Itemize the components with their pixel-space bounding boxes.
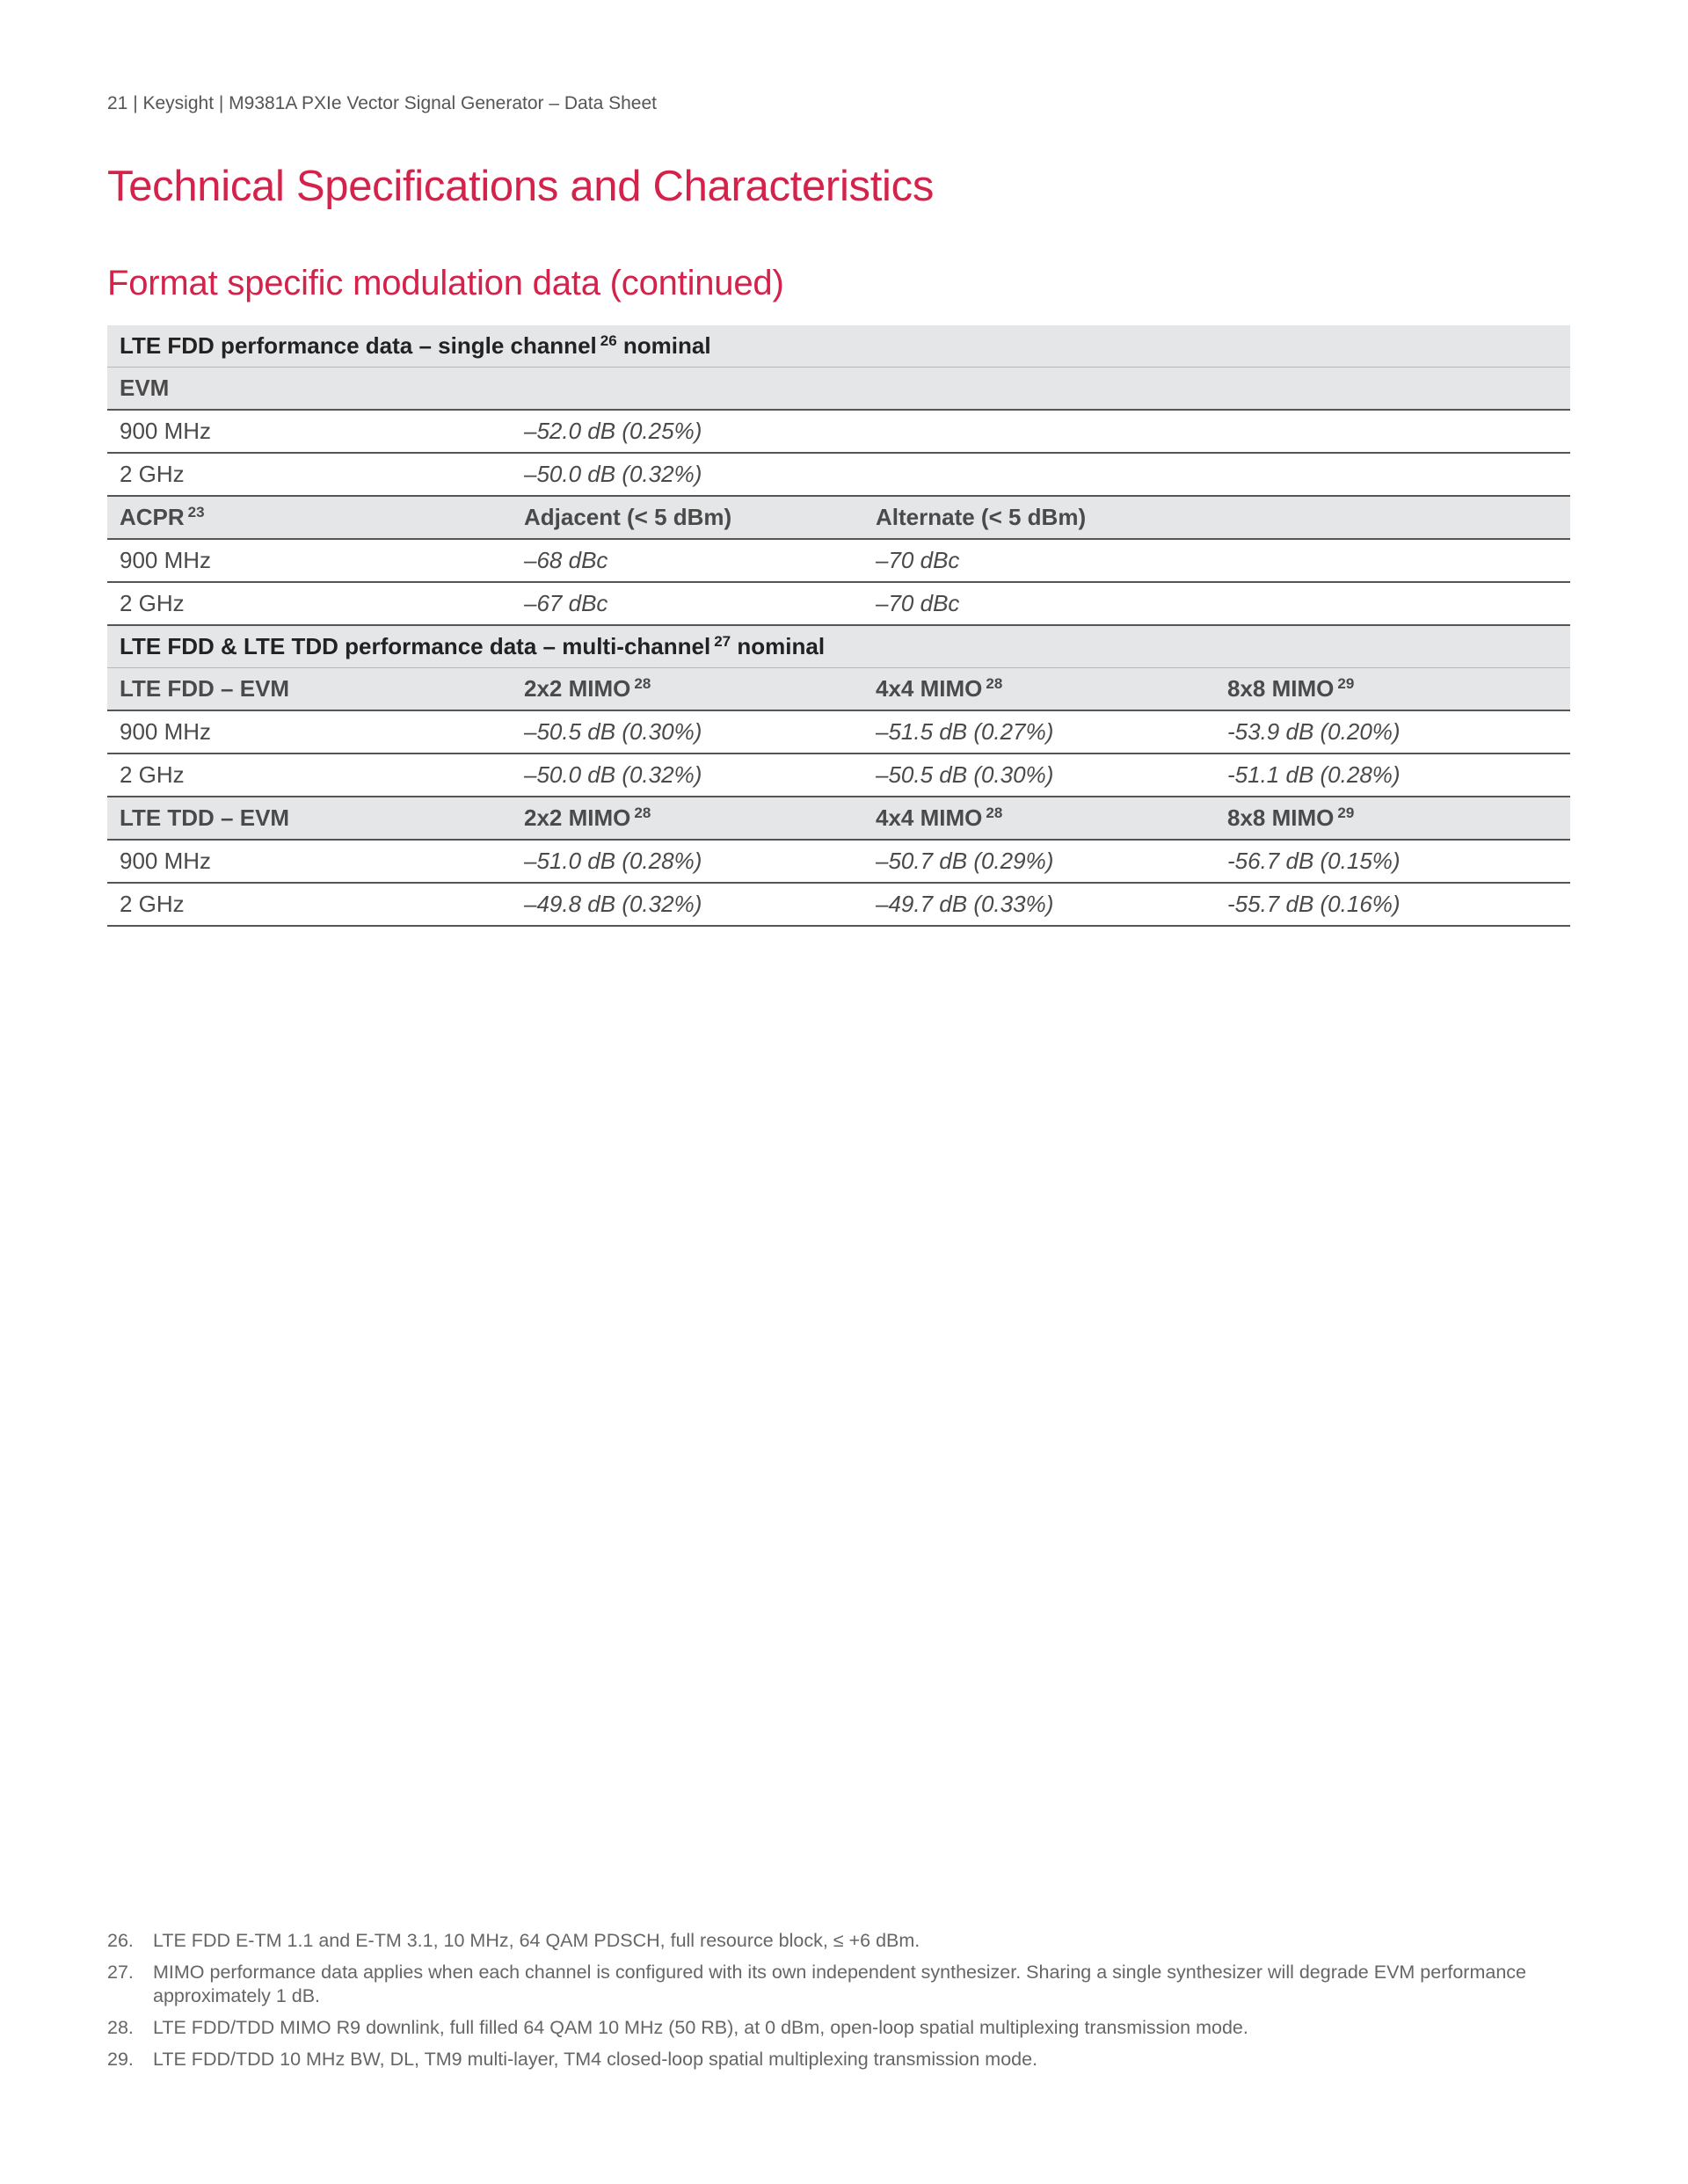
footnote-ref: 28 <box>986 675 1003 692</box>
table-row <box>107 753 1570 797</box>
mimo-2x2-value: –49.8 dB (0.32%) <box>512 883 863 926</box>
footnote-ref: 29 <box>1337 804 1355 821</box>
fdd-evm-label: LTE FDD – EVM <box>107 668 512 711</box>
section-header-single-channel <box>107 325 1570 368</box>
alternate-value: –70 dBc <box>863 582 1215 625</box>
mimo-4x4-value: –50.5 dB (0.30%) <box>863 753 1215 797</box>
subheader-acpr <box>107 496 1570 539</box>
mimo-4x4-value: –50.7 dB (0.29%) <box>863 840 1215 883</box>
mimo-8x8-value: -53.9 dB (0.20%) <box>1215 710 1570 753</box>
lte-performance-table <box>107 325 1570 927</box>
footnote-number: 29. <box>107 2049 134 2070</box>
footnote-ref: 28 <box>634 675 651 692</box>
section-header-multi-channel <box>107 625 1570 668</box>
mimo-2x2-value: –50.0 dB (0.32%) <box>512 753 863 797</box>
mimo-2x2-value: –50.5 dB (0.30%) <box>512 710 863 753</box>
table-row <box>107 453 1570 496</box>
table-row <box>107 410 1570 453</box>
section-title: LTE FDD & LTE TDD performance data – multi-channel <box>120 633 711 659</box>
footnote-number: 28. <box>107 2017 134 2038</box>
footnote-text: LTE FDD/TDD MIMO R9 downlink, full filled 64 QAM 10 MHz (50 RB), at 0 dBm, open-loop spatial multiplexing transmission mode. <box>153 2017 1248 2038</box>
section-title: LTE FDD performance data – single channel <box>120 332 597 359</box>
frequency-cell: 2 GHz <box>107 453 512 496</box>
evm-label: EVM <box>107 368 1570 411</box>
footnote-number: 26. <box>107 1930 134 1951</box>
frequency-cell: 900 MHz <box>107 539 512 582</box>
footnote-ref: 28 <box>634 804 651 821</box>
evm-value: –52.0 dB (0.25%) <box>512 410 863 453</box>
footnote-ref: 27 <box>714 633 731 650</box>
column-header-2x2: 2x2 MIMO <box>524 804 631 831</box>
column-header-alternate: Alternate (< 5 dBm) <box>863 496 1215 539</box>
footnote-number: 27. <box>107 1962 134 1983</box>
frequency-cell: 2 GHz <box>107 582 512 625</box>
footnote-text: LTE FDD E-TM 1.1 and E-TM 3.1, 10 MHz, 64 QAM PDSCH, full resource block, ≤ +6 dBm. <box>153 1930 920 1951</box>
tdd-evm-label: LTE TDD – EVM <box>107 797 512 840</box>
column-header-4x4: 4x4 MIMO <box>876 675 983 702</box>
footnote-text: MIMO performance data applies when each channel is configured with its own independent synthesizer. Sharing a single synthesizer will degrade EVM performance approximately 1 dB. <box>153 1962 1526 2006</box>
table-row <box>107 582 1570 625</box>
frequency-cell: 2 GHz <box>107 883 512 926</box>
section-suffix: nominal <box>737 633 826 659</box>
alternate-value: –70 dBc <box>863 539 1215 582</box>
footnote <box>107 1961 1567 2008</box>
subheader-lte-fdd-evm <box>107 668 1570 711</box>
frequency-cell: 900 MHz <box>107 840 512 883</box>
column-header-2x2: 2x2 MIMO <box>524 675 631 702</box>
footnote-ref: 26 <box>600 332 617 349</box>
evm-value: –50.0 dB (0.32%) <box>512 453 863 496</box>
footnote <box>107 2016 1567 2040</box>
mimo-8x8-value: -56.7 dB (0.15%) <box>1215 840 1570 883</box>
running-header: 21 | Keysight | M9381A PXIe Vector Signal Generator – Data Sheet <box>107 93 657 113</box>
footnote-ref: 23 <box>187 504 205 521</box>
footnote <box>107 1929 1567 1953</box>
mimo-2x2-value: –51.0 dB (0.28%) <box>512 840 863 883</box>
footnote-text: LTE FDD/TDD 10 MHz BW, DL, TM9 multi-layer, TM4 closed-loop spatial multiplexing transmission mode. <box>153 2049 1038 2070</box>
column-header-4x4: 4x4 MIMO <box>876 804 983 831</box>
mimo-4x4-value: –51.5 dB (0.27%) <box>863 710 1215 753</box>
footnotes <box>107 1929 1567 2079</box>
mimo-8x8-value: -55.7 dB (0.16%) <box>1215 883 1570 926</box>
table-row <box>107 710 1570 753</box>
frequency-cell: 900 MHz <box>107 410 512 453</box>
mimo-8x8-value: -51.1 dB (0.28%) <box>1215 753 1570 797</box>
column-header-adjacent: Adjacent (< 5 dBm) <box>512 496 863 539</box>
acpr-label: ACPR <box>120 504 185 530</box>
section-subtitle: Format specific modulation data (continued) <box>107 264 784 302</box>
column-header-8x8: 8x8 MIMO <box>1227 804 1335 831</box>
column-header-8x8: 8x8 MIMO <box>1227 675 1335 702</box>
footnote-ref: 28 <box>986 804 1003 821</box>
table-row <box>107 883 1570 926</box>
footnote <box>107 2048 1567 2071</box>
mimo-4x4-value: –49.7 dB (0.33%) <box>863 883 1215 926</box>
footnote-ref: 29 <box>1337 675 1355 692</box>
table-row <box>107 840 1570 883</box>
adjacent-value: –67 dBc <box>512 582 863 625</box>
section-suffix: nominal <box>622 332 711 359</box>
subheader-evm <box>107 368 1570 411</box>
frequency-cell: 900 MHz <box>107 710 512 753</box>
subheader-lte-tdd-evm <box>107 797 1570 840</box>
page-title: Technical Specifications and Characteristics <box>107 163 935 210</box>
table-row <box>107 539 1570 582</box>
frequency-cell: 2 GHz <box>107 753 512 797</box>
adjacent-value: –68 dBc <box>512 539 863 582</box>
